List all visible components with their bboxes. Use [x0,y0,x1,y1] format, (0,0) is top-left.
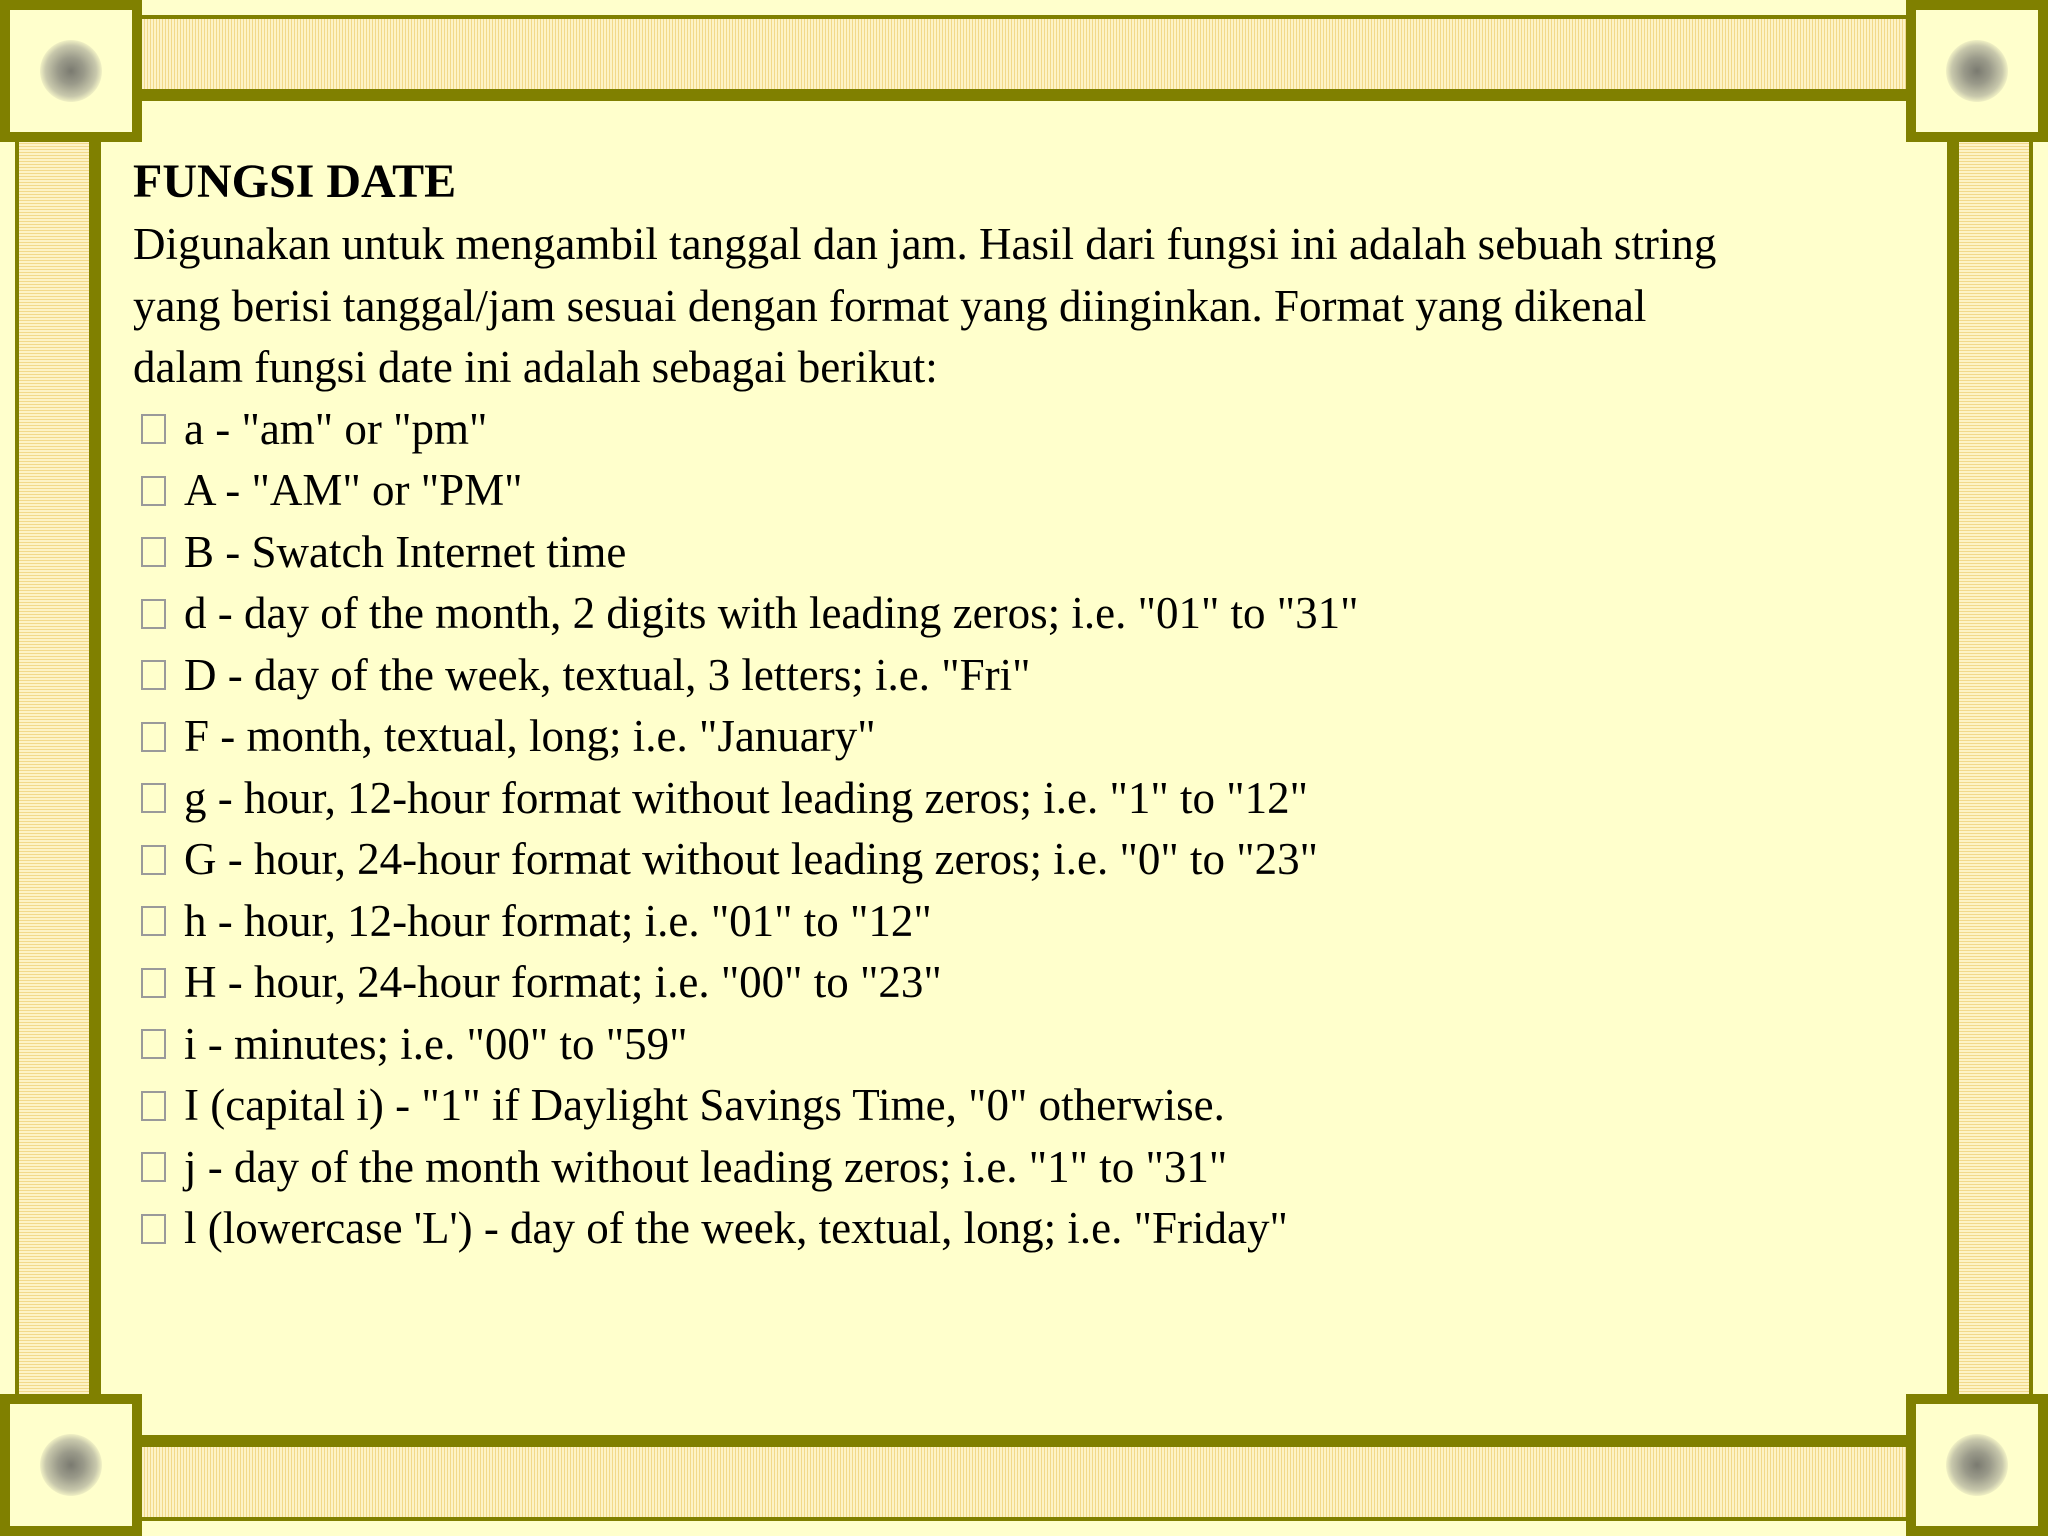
list-item-text: I (capital i) - "1" if Daylight Savings Time, "0" otherwise. [184,1080,1225,1130]
list-item [133,460,1943,522]
list-item [133,891,1943,953]
bullet-box-icon [141,537,166,567]
list-item-text: j - day of the month without leading zeros; i.e. "1" to "31" [184,1141,1228,1192]
bullet-box-icon [141,476,166,506]
list-item-text: A - "AM" or "PM" [184,465,523,515]
list-item-text: F - month, textual, long; i.e. "January" [184,711,876,761]
bullet-box-icon [141,660,166,690]
bullet-box-icon [141,968,166,998]
list-item [133,583,1943,645]
bullet-box-icon [141,1029,166,1059]
frame-top-band [138,15,1910,101]
intro-line-3: dalam fungsi date ini adalah sebagai berikut: [133,342,938,392]
list-item [133,1075,1943,1137]
slide-title: FUNGSI DATE [133,155,457,208]
intro-line-2: yang berisi tanggal/jam sesuai dengan format yang diinginkan. Format yang dikenal [133,280,1647,331]
list-item-text: B - Swatch Internet time [184,526,627,577]
bullet-box-icon [141,906,166,936]
intro-line-1: Digunakan untuk mengambil tanggal dan jam. Hasil dari fungsi ini adalah sebuah string [133,219,1717,269]
frame-corner-bottom-right [1906,1394,2048,1536]
frame-bottom-band [138,1435,1910,1521]
corner-knob-icon [1946,1434,2008,1496]
list-item [133,706,1943,768]
frame-right-band [1947,138,2033,1398]
list-item-text: D - day of the week, textual, 3 letters; i.e. "Fri" [184,649,1031,700]
corner-knob-icon [1946,40,2008,102]
list-item-text: H - hour, 24-hour format; i.e. "00" to "23" [184,957,942,1007]
frame-corner-bottom-left [0,1394,142,1536]
list-item-text: l (lowercase 'L') - day of the week, textual, long; i.e. "Friday" [184,1203,1288,1253]
list-item-text: a - "am" or "pm" [184,403,488,454]
bullet-box-icon [141,1152,166,1182]
list-item [133,645,1943,707]
list-item-text: d - day of the month, 2 digits with leading zeros; i.e. "01" to "31" [184,588,1359,638]
list-item [133,829,1943,891]
format-list [133,399,1943,1260]
list-item-text: G - hour, 24-hour format without leading zeros; i.e. "0" to "23" [184,834,1318,884]
list-item [133,399,1943,461]
list-item-text: i - minutes; i.e. "00" to "59" [184,1018,688,1069]
frame-corner-top-left [0,0,142,142]
list-item [133,1137,1943,1199]
list-item [133,768,1943,830]
list-item-text: h - hour, 12-hour format; i.e. "01" to "12" [184,895,932,946]
corner-knob-icon [40,40,102,102]
bullet-box-icon [141,845,166,875]
list-item [133,522,1943,584]
slide-content [133,150,1943,1260]
frame-corner-top-right [1906,0,2048,142]
bullet-box-icon [141,414,166,444]
corner-knob-icon [40,1434,102,1496]
bullet-box-icon [141,722,166,752]
list-item-text: g - hour, 12-hour format without leading zeros; i.e. "1" to "12" [184,772,1308,823]
list-item [133,1198,1943,1260]
list-item [133,952,1943,1014]
frame-left-band [15,138,101,1398]
bullet-box-icon [141,599,166,629]
bullet-box-icon [141,1214,166,1244]
bullet-box-icon [141,1091,166,1121]
bullet-box-icon [141,783,166,813]
list-item [133,1014,1943,1076]
